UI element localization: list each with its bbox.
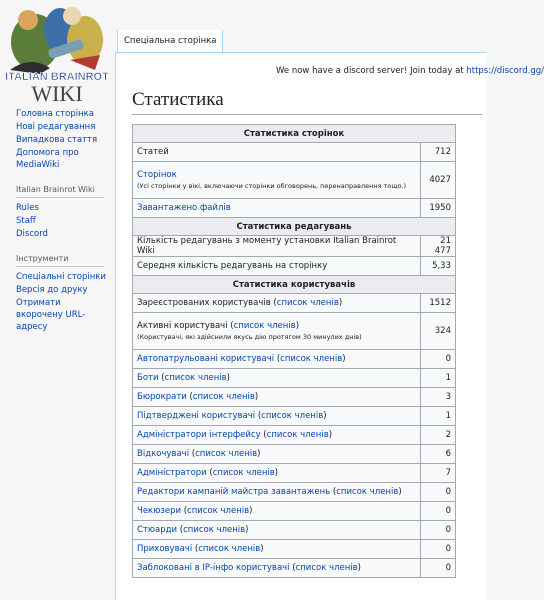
group-list-link[interactable]: список членів [336,487,399,497]
table-row: Бюрократи (список членів) 3 [133,388,456,407]
user-group-count: 7 [421,464,456,483]
user-group-link[interactable]: Чекюзери [137,506,182,516]
active-list-link[interactable]: список членів [233,321,296,331]
user-group-link[interactable]: Редактори кампаній майстра завантажень [137,487,331,497]
user-group-link[interactable]: Боти [137,373,159,383]
files-link[interactable]: Завантажено файлів [137,203,231,213]
articles-value: 712 [421,143,456,162]
sidebar-item-main-page[interactable]: Головна сторінка [16,109,94,119]
active-note: (Користувачі, які здійснили якусь дію протягом 30 минулих днів) [137,333,362,341]
registered-list-link[interactable]: список членів [276,298,339,308]
sidebar-item-random-page[interactable]: Випадкова стаття [16,135,98,145]
user-group-rows [133,350,456,578]
table-row: Підтверджені користувачі (список членів) 1 [133,407,456,426]
sidebar-item-rules[interactable]: Rules [16,203,39,213]
group-list-link[interactable]: список членів [261,411,324,421]
table-row: Адміністратори (список членів) 7 [133,464,456,483]
sidebar-navigation [16,108,115,171]
articles-label: Статей [133,143,421,162]
registered-label: Зареєстрованих користувачів [137,298,271,308]
pages-value: 4027 [421,162,456,199]
table-row: Боти (список членів) 1 [133,369,456,388]
user-group-count: 0 [421,559,456,578]
sidebar-item-staff[interactable]: Staff [16,216,36,226]
edits-label: Кількість редагувань з моменту установки Italian Brainrot Wiki [133,236,421,257]
section-header-pages: Статистика сторінок [133,125,456,143]
table-row: Адміністратори інтерфейсу (список членів) 2 [133,426,456,445]
files-value: 1950 [421,199,456,218]
registered-value: 1512 [421,294,456,313]
sidebar-item-special-pages[interactable]: Спеціальні сторінки [16,272,106,282]
user-group-link[interactable]: Заблоковані в IP-інфо користувачі [137,563,290,573]
pages-cell [133,162,421,199]
statistics-table [132,124,456,578]
sidebar [0,108,115,334]
table-row: Редактори кампаній майстра завантажень (список членів) 0 [133,483,456,502]
user-group-count: 2 [421,426,456,445]
user-group-link[interactable]: Бюрократи [137,392,187,402]
user-group-link[interactable]: Стюарди [137,525,178,535]
main-content [115,52,544,600]
group-list-link[interactable]: список членів [192,392,255,402]
group-list-link[interactable]: список членів [266,430,329,440]
table-row: Активні користувачі (список членів) (Користувачі, які здійснили якусь дію протягом 30 минулих днів) 324 [133,313,456,350]
edits-value: 21 477 [421,236,456,257]
group-list-link[interactable]: список членів [212,468,275,478]
section-header-users: Статистика користувачів [133,276,456,294]
user-group-link[interactable]: Приховувачі [137,544,193,554]
table-row [133,143,456,162]
table-row: Чекюзери (список членів) 0 [133,502,456,521]
active-label: Активні користувачі [137,321,228,331]
sidebar-tools [16,271,115,333]
user-group-count: 0 [421,521,456,540]
sidebar-item-recent-changes[interactable]: Нові редагування [16,122,96,132]
logo-wiki-text: WIKI [31,81,83,106]
table-row [133,162,456,199]
user-group-count: 3 [421,388,456,407]
tab-special-page[interactable]: Спеціальна сторінка [117,30,223,52]
sidebar-item-help[interactable]: Допомога про MediaWiki [16,148,79,170]
site-notice [276,66,544,76]
logo-title-text: ITALIAN BRAINROT [5,71,109,83]
user-group-link[interactable]: Адміністратори [137,468,207,478]
pages-note: (Усі сторінки у вікі, включаючи сторінки обговорень, перенаправлення тощо.) [137,182,407,190]
tab-bar [115,0,485,52]
user-group-link[interactable]: Автопатрульовані користувачі [137,354,275,364]
sidebar-section-wiki-heading: Italian Brainrot Wiki [16,185,104,198]
group-list-link[interactable]: список членів [195,449,258,459]
group-list-link[interactable]: список членів [183,525,246,535]
avg-edits-value: 5,33 [421,257,456,276]
group-list-link[interactable]: список членів [280,354,343,364]
table-row: Автопатрульовані користувачі (список членів) 0 [133,350,456,369]
user-group-count: 0 [421,483,456,502]
sidebar-item-discord[interactable]: Discord [16,229,48,239]
sidebar-section-wiki [16,202,115,240]
user-group-count: 0 [421,540,456,559]
user-group-count: 6 [421,445,456,464]
user-group-link[interactable]: Підтверджені користувачі [137,411,256,421]
user-group-count: 1 [421,407,456,426]
site-notice-text: We now have a discord server! Join today at [276,66,467,76]
group-list-link[interactable]: список членів [164,373,227,383]
table-row: Зареєстрованих користувачів (список членів) 1512 [133,294,456,313]
section-header-edits: Статистика редагувань [133,218,456,236]
active-value: 324 [421,313,456,350]
user-group-count: 1 [421,369,456,388]
user-group-link[interactable]: Відкочувачі [137,449,190,459]
sidebar-tools-heading: Інструменти [16,254,104,267]
user-group-count: 0 [421,350,456,369]
table-row: Відкочувачі (список членів) 6 [133,445,456,464]
wiki-logo[interactable] [0,0,115,108]
sidebar-item-printable[interactable]: Версія до друку [16,285,88,295]
user-group-link[interactable]: Адміністратори інтерфейсу [137,430,261,440]
table-row [133,199,456,218]
group-list-link[interactable]: список членів [295,563,358,573]
table-row [133,236,456,257]
table-row: Заблоковані в IP-інфо користувачі (список членів) 0 [133,559,456,578]
table-row: Приховувачі (список членів) 0 [133,540,456,559]
group-list-link[interactable]: список членів [187,506,250,516]
sidebar-item-short-url[interactable]: Отримати вкорочену URL-адресу [16,298,86,332]
group-list-link[interactable]: список членів [198,544,261,554]
site-notice-link[interactable]: https://discord.gg/ [466,66,544,76]
table-row: Стюарди (список членів) 0 [133,521,456,540]
avg-edits-label: Середня кількість редагувань на сторінку [133,257,421,276]
table-row [133,257,456,276]
page-title: Статистика [132,89,482,115]
pages-link[interactable]: Сторінок [137,170,177,180]
user-group-count: 0 [421,502,456,521]
